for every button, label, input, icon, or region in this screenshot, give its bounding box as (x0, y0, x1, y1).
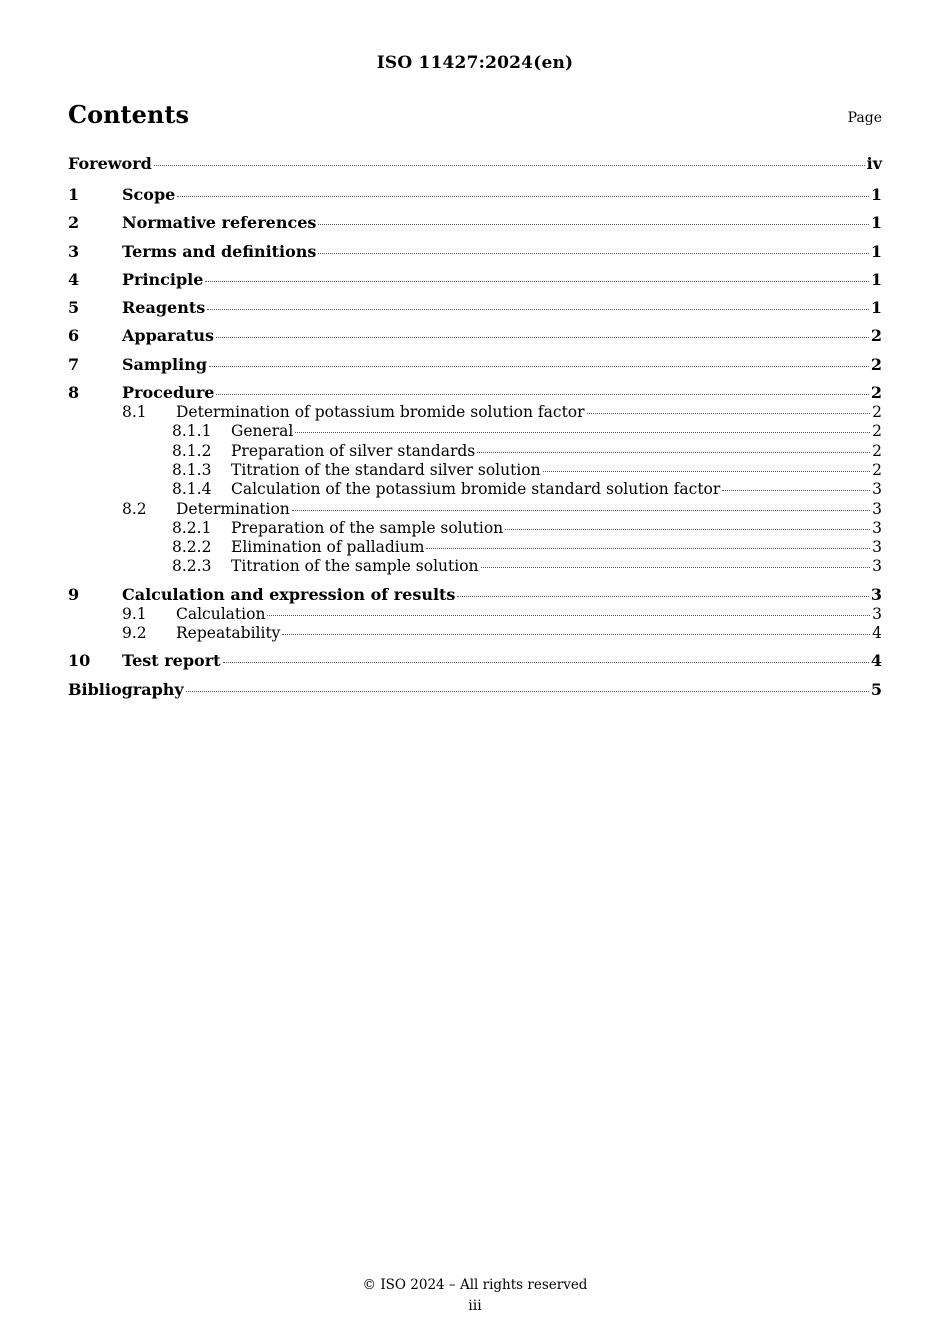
toc-entry-title: Calculation and expression of results (122, 584, 456, 604)
toc-entry-number: 8.2.1 (172, 518, 212, 537)
toc-entry-page: 1 (870, 298, 882, 318)
toc-entry-9-2[interactable] (68, 624, 882, 643)
dot-leader (318, 253, 868, 254)
toc-entry-title: Calculation of the potassium bromide standard solution factor (231, 480, 721, 499)
dot-leader (267, 615, 870, 616)
toc-entry-title: Preparation of silver standards (231, 441, 476, 460)
dot-leader (186, 691, 869, 692)
toc-entry-page: 3 (870, 584, 882, 604)
toc-entry-title: General (231, 422, 294, 441)
document-id-header: ISO 11427:2024(en) (376, 53, 574, 73)
toc-entry-sampling[interactable] (68, 351, 882, 379)
toc-entry-number: 6 (68, 326, 80, 346)
toc-entry-title: Sampling (122, 354, 208, 374)
toc-entry-9-1[interactable] (68, 605, 882, 624)
toc-entry-page: 5 (870, 679, 882, 699)
toc-entry-number: 8.1.2 (172, 441, 212, 460)
toc-entry-8-1-2[interactable] (68, 442, 882, 461)
toc-entry-title: Preparation of the sample solution (231, 518, 504, 537)
dot-leader (722, 490, 870, 491)
toc-entry-title: Calculation (176, 604, 266, 623)
page-column-label: Page (847, 110, 882, 126)
toc-entry-page: 3 (872, 480, 882, 499)
toc-entry-title: Determination (176, 499, 290, 518)
toc-entry-principle[interactable] (68, 266, 882, 294)
toc-entry-title: Scope (122, 185, 176, 204)
toc-entry-number: 3 (68, 241, 80, 261)
toc-entry-number: 8.1 (122, 403, 147, 422)
toc-entry-title: Terms and definitions (122, 241, 317, 261)
toc-entry-title: Principle (122, 269, 204, 289)
toc-entry-title: Titration of the standard silver solution (231, 460, 541, 479)
dot-leader (209, 366, 869, 367)
toc-entry-page: 2 (872, 403, 882, 422)
toc-entry-8-2-3[interactable] (68, 557, 882, 576)
dot-leader (205, 281, 868, 282)
toc-entry-normative-references[interactable] (68, 209, 882, 237)
toc-entry-8-1-1[interactable] (68, 422, 882, 441)
dot-leader (282, 634, 870, 635)
toc-entry-title: Bibliography (68, 679, 184, 699)
toc-entry-page: 3 (872, 538, 882, 557)
toc-entry-title: Foreword (68, 154, 152, 173)
dot-leader (295, 432, 870, 433)
dot-leader (207, 309, 869, 310)
toc-entry-number: 1 (68, 185, 80, 204)
toc-entry-number: 8 (68, 383, 80, 403)
dot-leader (318, 224, 868, 225)
toc-entry-8-2[interactable] (68, 500, 882, 519)
toc-entry-reagents[interactable] (68, 294, 882, 322)
toc-entry-page: 2 (872, 460, 882, 479)
toc-entry-title: Apparatus (122, 326, 214, 346)
toc-entry-page: 1 (870, 269, 882, 289)
dot-leader (505, 529, 870, 530)
dot-leader (477, 452, 870, 453)
toc-entry-8-1-4[interactable] (68, 480, 882, 499)
toc-entry-page: 2 (870, 383, 882, 403)
toc-entry-number: 8.2.2 (172, 538, 212, 557)
toc-entry-page: 4 (870, 651, 882, 671)
toc-entry-calculation-and-expression[interactable] (68, 585, 882, 605)
dot-leader (457, 596, 868, 597)
contents-heading: Contents (68, 100, 189, 129)
toc-entry-number: 8.1.4 (172, 480, 212, 499)
toc-entry-title: Titration of the sample solution (231, 557, 479, 576)
toc-entry-page: 1 (870, 213, 882, 233)
toc-entry-terms-and-definitions[interactable] (68, 238, 882, 266)
toc-entry-page: 2 (870, 326, 882, 346)
toc-entry-bibliography[interactable] (68, 676, 882, 704)
toc-entry-page: iv (866, 154, 882, 173)
toc-entry-title: Repeatability (176, 624, 281, 643)
toc-entry-page: 3 (872, 557, 882, 576)
toc-entry-page: 1 (870, 241, 882, 261)
dot-leader (587, 413, 871, 414)
dot-leader (216, 394, 868, 395)
toc-entry-page: 3 (872, 518, 882, 537)
toc-entry-title: Test report (122, 651, 221, 671)
toc-entry-scope[interactable] (68, 181, 882, 209)
toc-entry-number: 10 (68, 651, 91, 671)
toc-entry-page: 4 (872, 624, 882, 643)
toc-entry-number: 9 (68, 584, 80, 604)
toc-entry-8-1-3[interactable] (68, 461, 882, 480)
toc-entry-8-2-2[interactable] (68, 538, 882, 557)
toc-entry-page: 2 (870, 354, 882, 374)
dot-leader (216, 337, 869, 338)
toc-entry-number: 4 (68, 269, 80, 289)
toc-entry-page: 1 (870, 185, 882, 204)
toc-entry-foreword[interactable] (68, 152, 882, 181)
toc-entry-number: 9.1 (122, 604, 147, 623)
table-of-contents (68, 152, 882, 704)
toc-entry-procedure[interactable] (68, 383, 882, 403)
toc-entry-page: 2 (872, 441, 882, 460)
toc-entry-title: Reagents (122, 298, 206, 318)
toc-entry-number: 8.2 (122, 499, 147, 518)
toc-entry-page: 2 (872, 422, 882, 441)
toc-entry-8-1[interactable] (68, 403, 882, 422)
toc-entry-number: 5 (68, 298, 80, 318)
dot-leader (154, 165, 865, 166)
toc-entry-number: 9.2 (122, 624, 147, 643)
toc-entry-title: Elimination of palladium (231, 538, 425, 557)
toc-entry-test-report[interactable] (68, 647, 882, 675)
page-number: iii (468, 1298, 482, 1314)
toc-entry-8-2-1[interactable] (68, 519, 882, 538)
dot-leader (426, 548, 870, 549)
toc-entry-number: 8.1.3 (172, 460, 212, 479)
dot-leader (177, 196, 869, 197)
toc-entry-page: 3 (872, 604, 882, 623)
dot-leader (292, 510, 870, 511)
toc-entry-title: Normative references (122, 213, 317, 233)
toc-entry-apparatus[interactable] (68, 322, 882, 350)
toc-entry-number: 8.2.3 (172, 557, 212, 576)
toc-entry-number: 8.1.1 (172, 422, 212, 441)
toc-entry-page: 3 (872, 499, 882, 518)
dot-leader (481, 567, 871, 568)
copyright-notice: © ISO 2024 – All rights reserved (362, 1277, 588, 1293)
toc-entry-title: Determination of potassium bromide solution factor (176, 403, 585, 422)
dot-leader (543, 471, 871, 472)
toc-entry-number: 7 (68, 354, 80, 374)
dot-leader (223, 662, 869, 663)
toc-entry-number: 2 (68, 213, 80, 233)
toc-entry-title: Procedure (122, 383, 215, 403)
